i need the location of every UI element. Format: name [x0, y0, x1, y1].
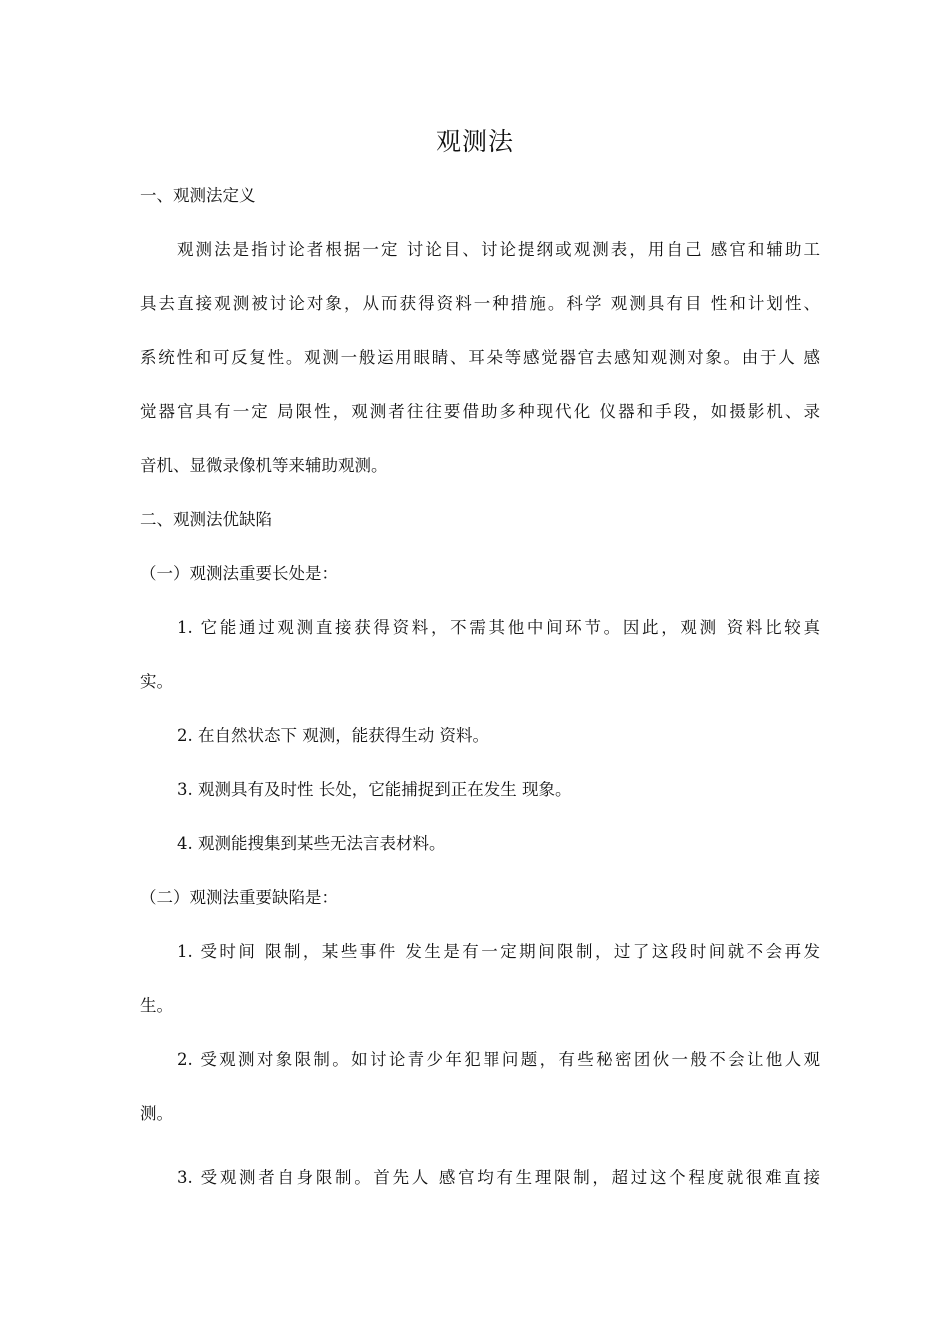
- list-item-continuation: 实。: [140, 672, 173, 691]
- list-item: 1. 它能通过观测直接获得资料，不需其他中间环节。因此，观测 资料比较真: [177, 618, 820, 637]
- document-title: 观测法: [435, 127, 514, 156]
- list-item: 2. 受观测对象限制。如讨论青少年犯罪问题，有些秘密团伙一般不会让他人观: [177, 1050, 820, 1069]
- section-heading-definition: 一、观测法定义: [140, 186, 256, 205]
- paragraph-line: 音机、显微录像机等来辅助观测。: [140, 456, 388, 475]
- subsection-heading-disadvantages: （二）观测法重要缺陷是：: [140, 888, 338, 907]
- list-item-continuation: 测。: [140, 1104, 173, 1123]
- list-item: 1. 受时间 限制，某些事件 发生是有一定期间限制，过了这段时间就不会再发: [177, 942, 820, 961]
- subsection-heading-advantages: （一）观测法重要长处是：: [140, 564, 338, 583]
- list-item: 3. 观测具有及时性 长处，它能捕捉到正在发生 现象。: [177, 780, 572, 799]
- paragraph-line: 觉器官具有一定 局限性，观测者往往要借助多种现代化 仪器和手段，如摄影机、录: [140, 402, 820, 421]
- section-heading-pros-cons: 二、观测法优缺陷: [140, 510, 272, 529]
- paragraph-line: 观测法是指讨论者根据一定 讨论目、讨论提纲或观测表，用自己 感官和辅助工: [177, 240, 820, 259]
- paragraph-line: 系统性和可反复性。观测一般运用眼睛、耳朵等感觉器官去感知观测对象。由于人 感: [140, 348, 820, 367]
- list-item: 4. 观测能搜集到某些无法言表材料。: [177, 834, 446, 853]
- list-item: 3. 受观测者自身限制。首先人 感官均有生理限制，超过这个程度就很难直接: [177, 1168, 820, 1187]
- list-item: 2. 在自然状态下 观测，能获得生动 资料。: [177, 726, 489, 745]
- list-item-continuation: 生。: [140, 996, 173, 1015]
- paragraph-line: 具去直接观测被讨论对象，从而获得资料一种措施。科学 观测具有目 性和计划性、: [140, 294, 820, 313]
